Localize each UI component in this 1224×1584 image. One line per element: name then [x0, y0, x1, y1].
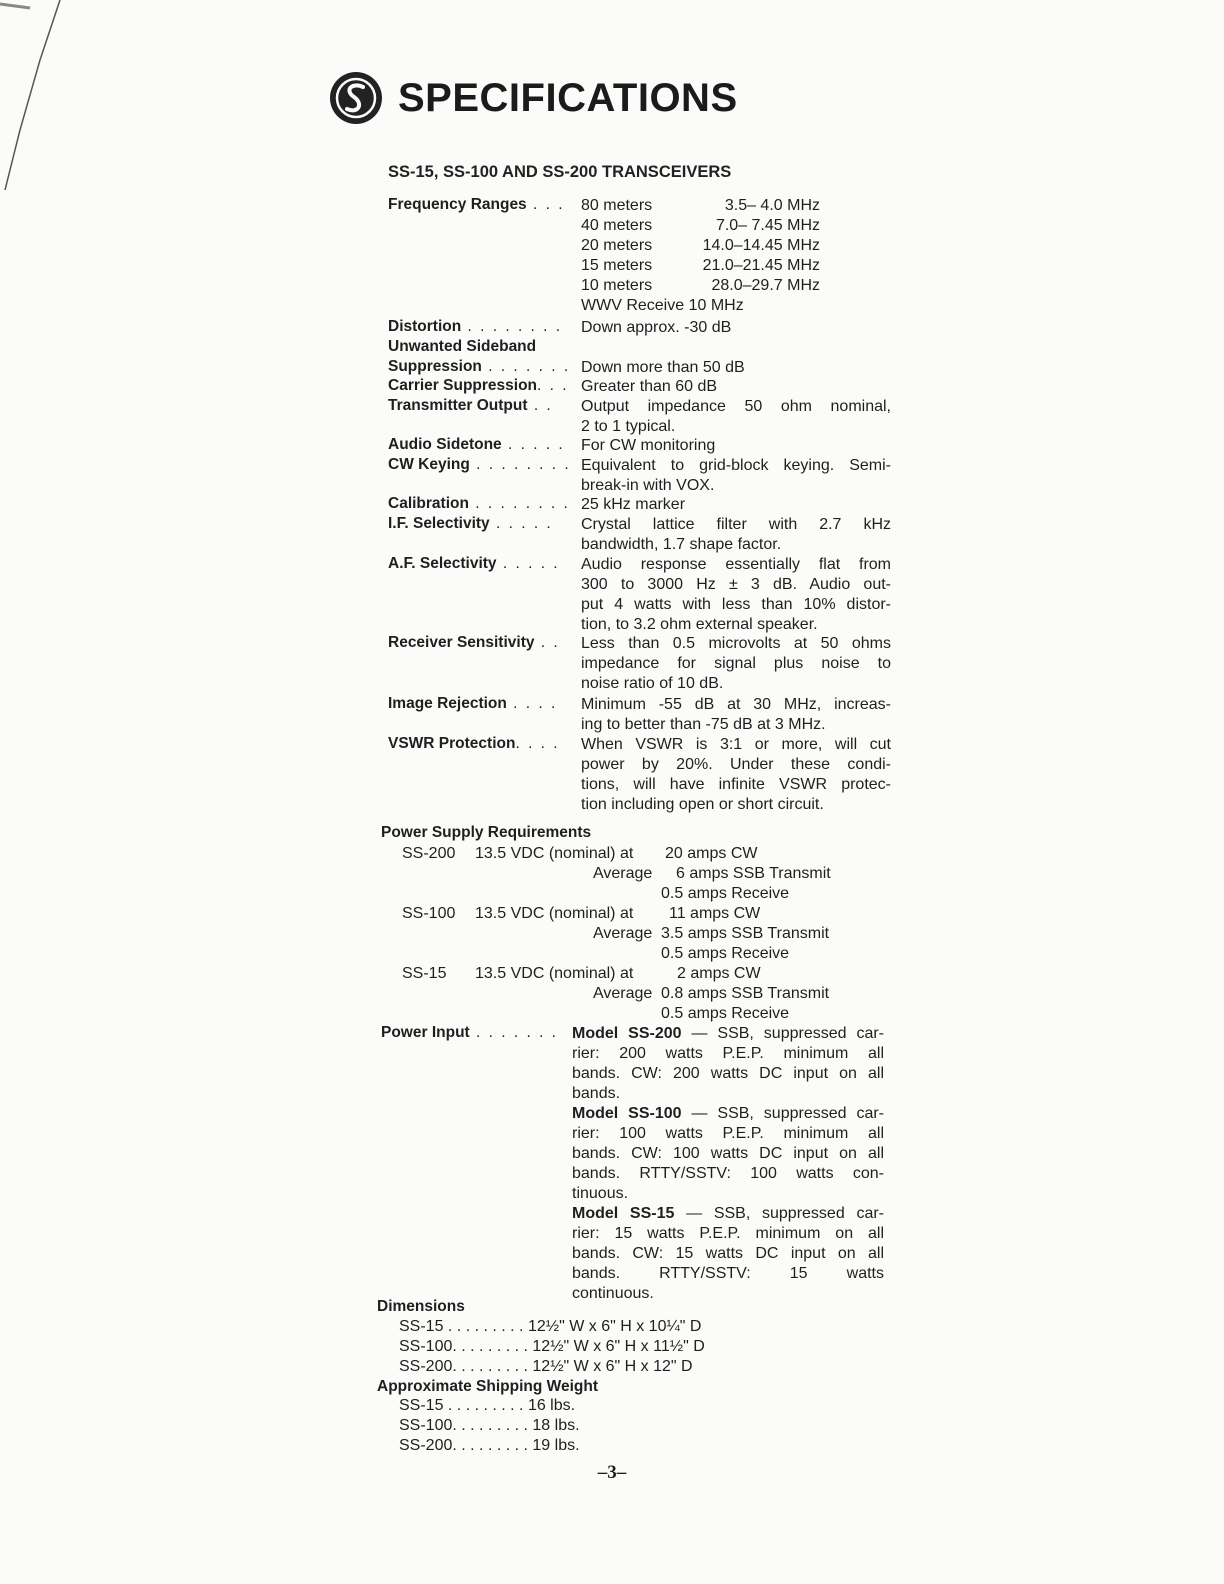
spec-label-distortion: Distortion . . . . . . . . — [388, 318, 563, 335]
band-range: 14.0–14.45 MHz — [702, 237, 820, 254]
spec-label-vswr-protection: VSWR Protection. . . . — [388, 735, 560, 752]
dimension-row: SS-100. . . . . . . . . 12½" W x 6" H x 11½" D — [399, 1338, 705, 1355]
band-name: 15 meters — [581, 257, 653, 274]
spec-label-cw-keying: CW Keying . . . . . . . . — [388, 456, 571, 473]
spec-label-power-input: Power Input . . . . . . . — [381, 1024, 558, 1041]
spec-value-power-input: Model SS-200 — SSB, suppressed car- rier: 200 watts P.E.P. minimum all bands. CW: 200 watts DC input on all bands. Model SS-100 — SSB, suppressed car- rier: 100 watts P.E.P. minimum all bands. CW: 100 watts DC input on all bands. RTTY/SSTV: 100 watts con- tinuous. Model SS-15 — SSB, suppressed car- rier: 15 watts P.E.P. minimum on all bands. CW: 15 watts DC input on all bands. RTTY/SSTV: 15 watts continuous. — [572, 1025, 884, 1302]
spec-value-audio-sidetone: For CW monitoring — [581, 437, 716, 454]
spec-value-image-rejection: Minimum -55 dB at 30 MHz, increas- ing to better than -75 dB at 3 MHz. — [581, 696, 891, 733]
page-header — [330, 66, 738, 130]
band-name: 20 meters — [581, 237, 653, 254]
spec-label-unwanted-sideband: Unwanted Sideband — [388, 338, 537, 355]
brand-logo — [330, 72, 382, 124]
spec-value-receiver-sensitivity: Less than 0.5 microvolts at 50 ohms impedance for signal plus noise to noise ratio of 10 dB. — [581, 635, 891, 692]
spec-label-carrier-suppression: Carrier Suppression. . . — [388, 377, 569, 394]
spec-value-cw-keying: Equivalent to grid-block keying. Semi- break-in with VOX. — [581, 457, 891, 494]
spec-label-image-rejection: Image Rejection . . . . — [388, 695, 558, 712]
band-range: 3.5– 4.0 MHz — [724, 197, 820, 214]
band-range: 28.0–29.7 MHz — [711, 277, 820, 294]
dimensions-heading: Dimensions — [377, 1298, 465, 1315]
band-name: 40 meters — [581, 217, 653, 234]
wwv-receive: WWV Receive 10 MHz — [581, 297, 744, 314]
dimension-row: SS-15 . . . . . . . . . 12½" W x 6" H x 10¼" D — [399, 1318, 702, 1335]
scan-edge-mark — [0, 0, 80, 200]
spec-value-vswr-protection: When VSWR is 3:1 or more, will cut power by 20%. Under these condi- tions, will have infinite VSWR protec- tion including open or short circuit. — [581, 736, 891, 813]
shipping-weight-heading: Approximate Shipping Weight — [377, 1378, 599, 1395]
spec-value-transmitter-output: Output impedance 50 ohm nominal, 2 to 1 typical. — [581, 398, 891, 435]
spec-value-if-selectivity: Crystal lattice filter with 2.7 kHz bandwidth, 1.7 shape factor. — [581, 516, 891, 553]
spec-label-frequency: Frequency Ranges . . . — [388, 196, 565, 213]
spec-label-calibration: Calibration . . . . . . . . — [388, 495, 570, 512]
spec-label-receiver-sensitivity: Receiver Sensitivity . . — [388, 634, 560, 651]
spec-label-af-selectivity: A.F. Selectivity . . . . . — [388, 555, 560, 572]
spec-value-af-selectivity: Audio response essentially flat from 300 to 3000 Hz ± 3 dB. Audio out- put 4 watts with less than 10% distor- tion, to 3.2 ohm external speaker. — [581, 556, 891, 633]
band-name: 10 meters — [581, 277, 653, 294]
spec-label-transmitter-output: Transmitter Output . . — [388, 397, 553, 414]
power-input-ss15: Model SS-15 — SSB, suppressed car- — [572, 1205, 884, 1222]
s-logo-icon — [330, 72, 382, 124]
spec-value-suppression: Down more than 50 dB — [581, 359, 745, 376]
page-number: –3– — [597, 1462, 627, 1483]
spec-label-suppression: Suppression . . . . . . . — [388, 358, 571, 375]
section-subtitle: SS-15, SS-100 AND SS-200 TRANSCEIVERS — [388, 163, 732, 181]
band-range: 7.0– 7.45 MHz — [715, 217, 820, 234]
power-input-ss200: Model SS-200 — SSB, suppressed car- — [572, 1025, 884, 1042]
power-supply-heading: Power Supply Requirements — [381, 824, 592, 841]
power-input-ss100: Model SS-100 — SSB, suppressed car- — [572, 1105, 884, 1122]
spec-value-carrier-suppression: Greater than 60 dB — [581, 378, 718, 395]
dimension-row: SS-200. . . . . . . . . 12½" W x 6" H x 12" D — [399, 1358, 693, 1375]
band-name: 80 meters — [581, 197, 653, 214]
weight-row: SS-200. . . . . . . . . 19 lbs. — [399, 1437, 580, 1454]
band-range: 21.0–21.45 MHz — [702, 257, 820, 274]
spec-label-audio-sidetone: Audio Sidetone . . . . . — [388, 436, 565, 453]
weight-row: SS-100. . . . . . . . . 18 lbs. — [399, 1417, 580, 1434]
spec-value-calibration: 25 kHz marker — [581, 496, 686, 513]
weight-row: SS-15 . . . . . . . . . 16 lbs. — [399, 1397, 576, 1414]
spec-label-if-selectivity: I.F. Selectivity . . . . . — [388, 515, 553, 532]
spec-value-distortion: Down approx. -30 dB — [581, 319, 732, 336]
page-title: SPECIFICATIONS — [398, 75, 738, 120]
